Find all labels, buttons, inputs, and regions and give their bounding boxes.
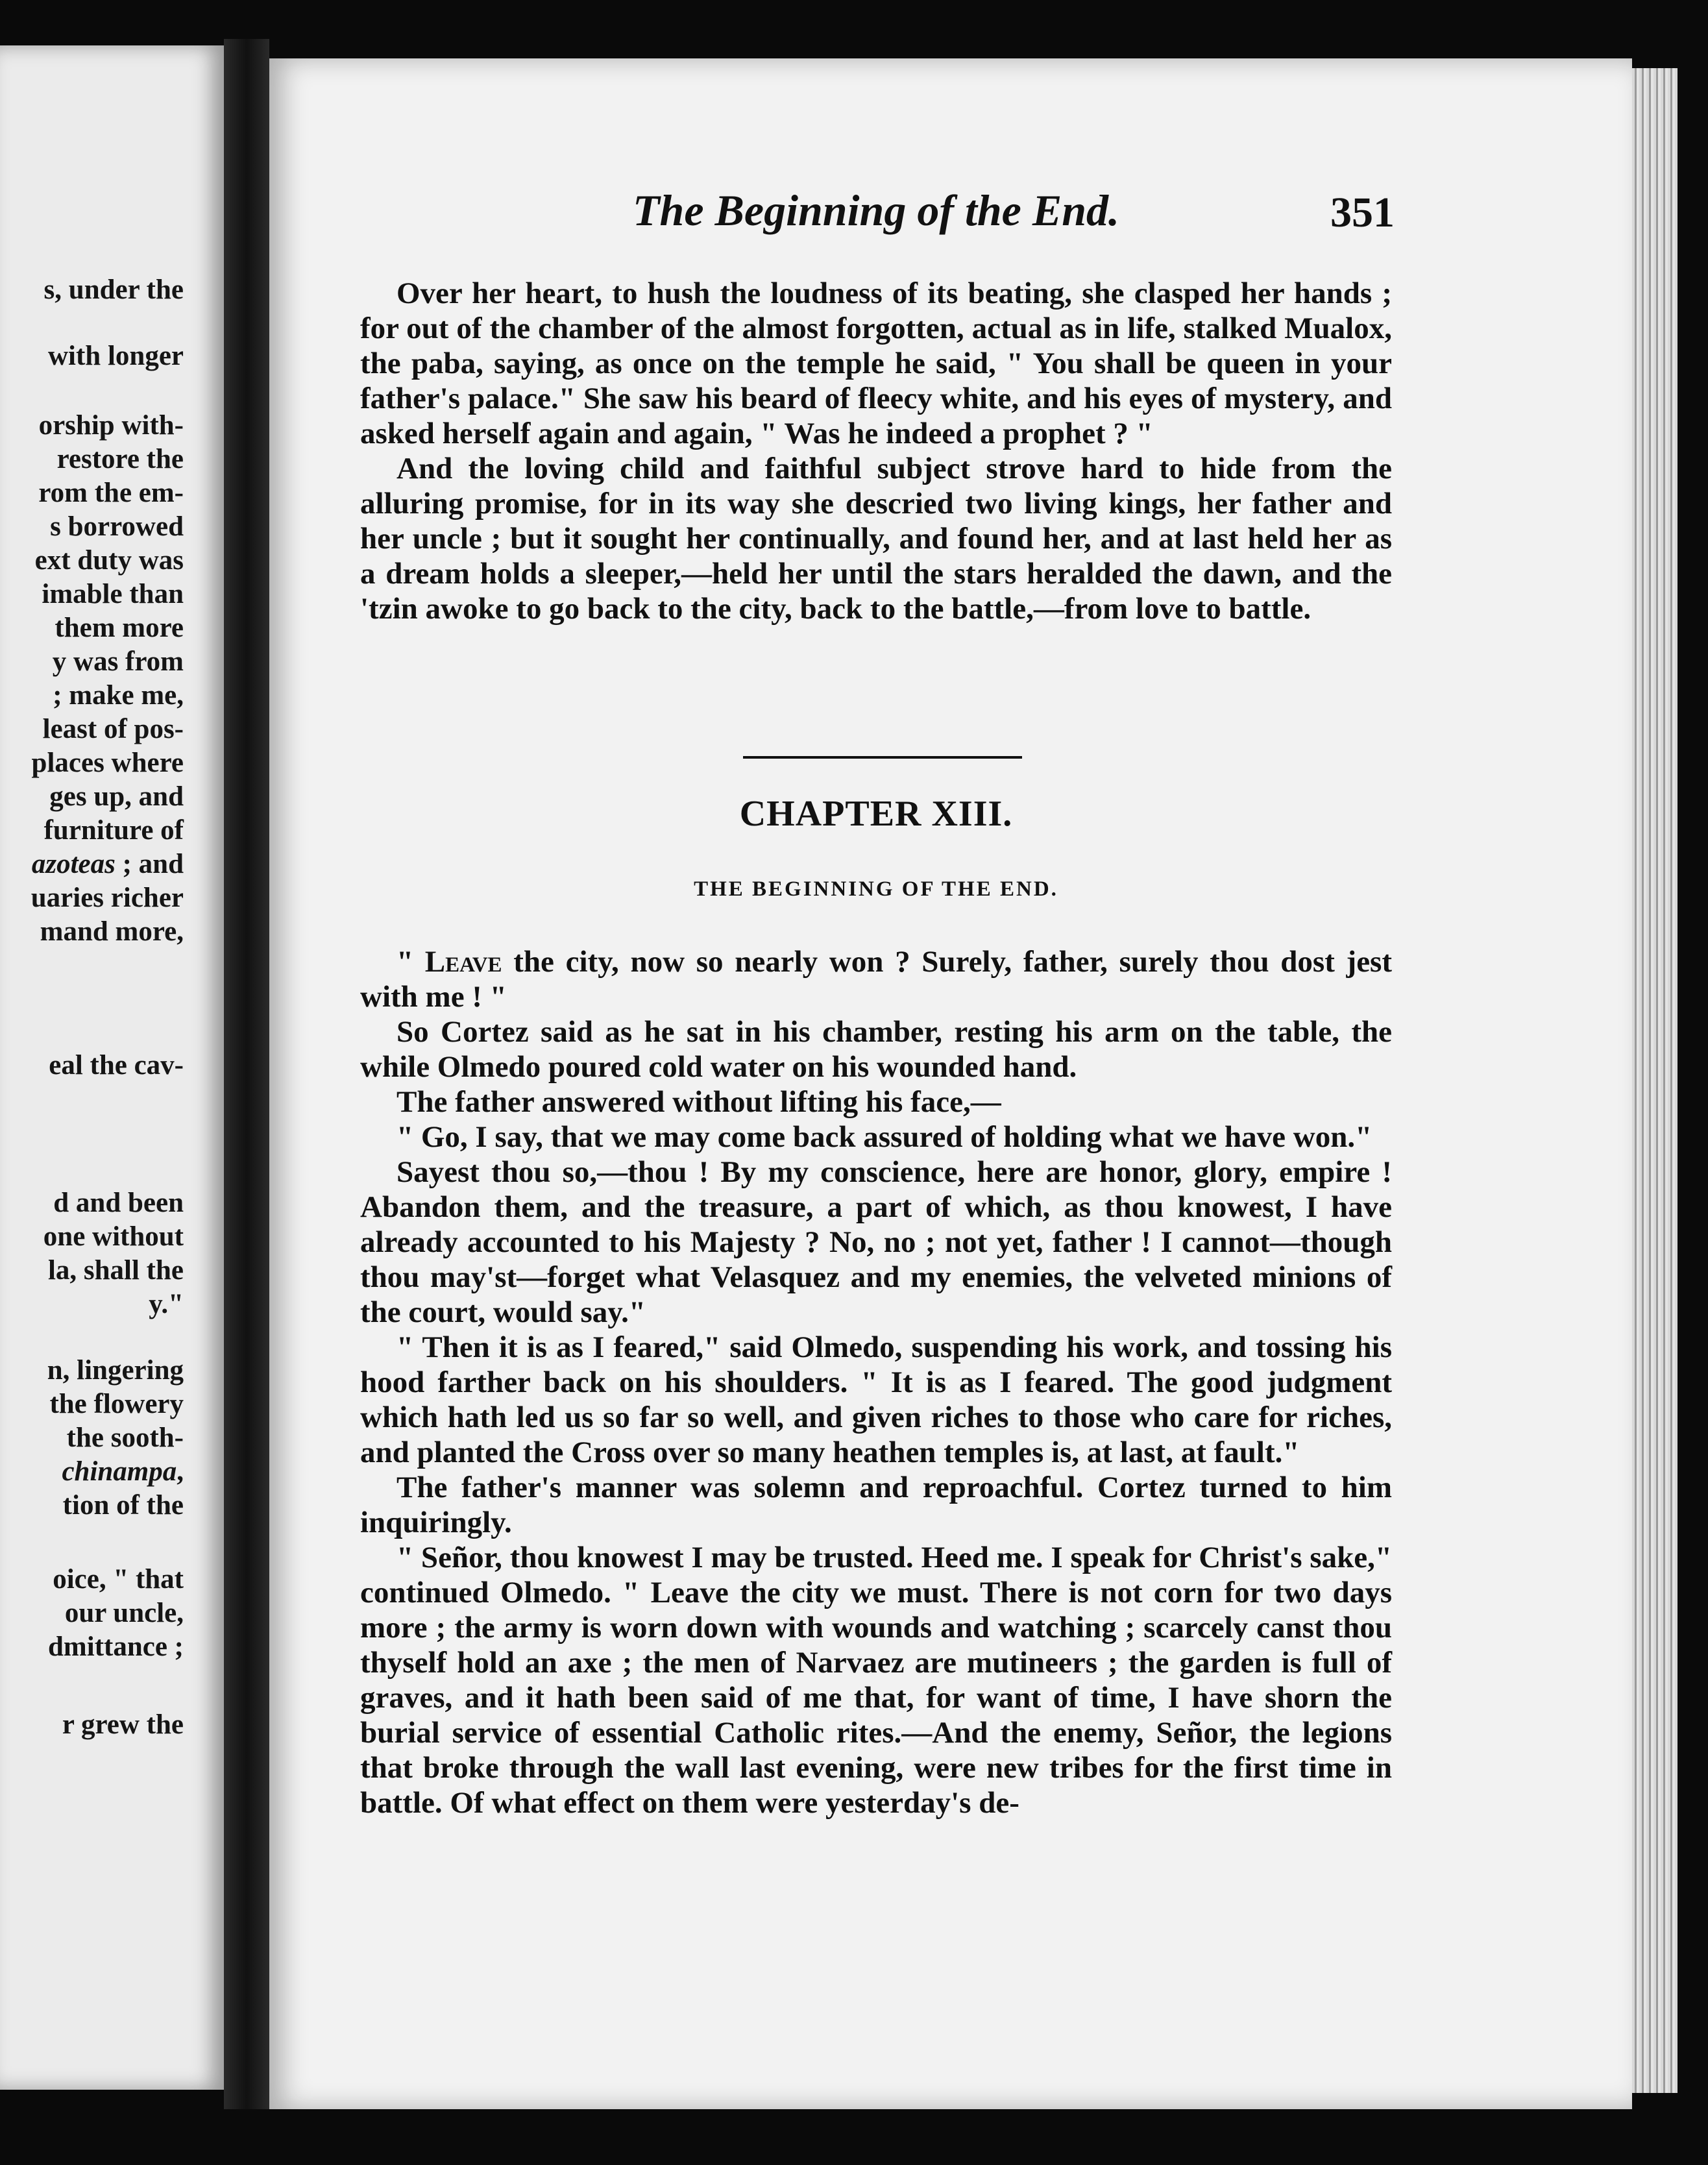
facing-page-line: la, shall the <box>47 1255 184 1286</box>
facing-page-line: y." <box>149 1289 184 1319</box>
facing-page-line: uaries richer <box>30 883 184 913</box>
facing-page-line: ext duty was <box>34 545 184 576</box>
paragraph: " Señor, thou knowest I may be trusted. Heed me. I speak for Christ's sake," continued Olmedo. " Leave the city we must. There is not corn for two days more ; the army is worn down with wounds and watching ; scarcely canst thou thyself hold an axe ; the men of Narvaez are mutineers ; the garden is full of graves, and it hath been said of me that, for want of time, I have shorn the burial service of essential Catholic rites.—And the enemy, Señor, the legions that broke through the wall last evening, were new tribes for the first time in battle. Of what effect on them were yesterday's de- <box>360 1541 1392 1820</box>
facing-page-line: s, under the <box>43 275 184 305</box>
chapter-subtitle: THE BEGINNING OF THE END. <box>694 877 1058 901</box>
section-divider <box>743 756 1022 759</box>
chapter-opening-word: " Leave <box>396 945 502 979</box>
facing-page-line: restore the <box>56 444 184 474</box>
paragraph: And the loving child and faithful subject strove hard to hide from the alluring promise, for in its way she descried two living kings, her father and her uncle ; but it sought her continually, and found her, and at last held her as a dream holds a sleeper,—held her until the stars heralded the dawn, and the 'tzin awoke to go back to the city, back to the battle,—from love to battle. <box>360 452 1392 626</box>
facing-page-line: ges up, and <box>49 781 184 812</box>
facing-page-line: imable than <box>42 579 184 609</box>
facing-page-line: the flowery <box>49 1389 184 1419</box>
facing-page-line: d and been <box>53 1188 184 1218</box>
facing-page-line: orship with- <box>38 410 184 441</box>
facing-page-line: n, lingering <box>47 1355 184 1386</box>
paragraph-text: the city, now so nearly won ? Surely, father, surely thou dost jest with me ! " <box>360 945 1392 1014</box>
facing-page-line: eal the cav- <box>49 1050 184 1081</box>
facing-page-line: them more <box>55 613 184 643</box>
paragraph: The father's manner was solemn and reproachful. Cortez turned to him inquiringly. <box>360 1471 1392 1539</box>
facing-page-line: furniture of <box>43 815 184 846</box>
facing-page-line: oice, " that <box>53 1564 184 1595</box>
facing-page-line: with longer <box>47 341 184 371</box>
paragraph: The father answered without lifting his face,— <box>396 1085 1001 1119</box>
facing-page-line: places where <box>31 748 184 778</box>
paragraph: Over her heart, to hush the loudness of its beating, she clasped her hands ; for out of the chamber of the almost forgotten, actual as in life, stalked Mualox, the paba, saying, as once on the temple he said, " You shall be queen in your father's palace." She saw his beard of fleecy white, and his eyes of mystery, and asked herself again and again, " Was he indeed a prophet ? " <box>360 276 1392 450</box>
paragraph: So Cortez said as he sat in his chamber, resting his arm on the table, the while Olmedo poured cold water on his wounded hand. <box>360 1015 1392 1084</box>
chapter-heading: CHAPTER XIII. <box>739 794 1013 834</box>
facing-page-line: azoteas ; and <box>31 849 184 879</box>
facing-page-line: mand more, <box>40 916 184 947</box>
paragraph <box>360 944 1392 1014</box>
facing-page-line: chinampa, <box>62 1456 184 1487</box>
page-edge <box>1632 68 1678 2093</box>
paragraph: " Go, I say, that we may come back assured of holding what we have won." <box>396 1120 1372 1154</box>
facing-page-line: ; make me, <box>53 680 184 711</box>
book-gutter <box>224 39 269 2109</box>
facing-page <box>0 45 228 2090</box>
upper-text-block <box>360 276 1392 626</box>
facing-page-line: our uncle, <box>64 1598 184 1628</box>
facing-page-line: tion of the <box>62 1490 184 1521</box>
running-head: The Beginning of the End. <box>633 186 1120 235</box>
facing-page-line: one without <box>43 1221 184 1252</box>
facing-page-line: rom the em- <box>38 478 184 508</box>
facing-page-line: the sooth- <box>66 1423 184 1453</box>
facing-page-line: y was from <box>52 646 184 677</box>
chapter-text-block <box>360 944 1392 1820</box>
facing-page-line: least of pos- <box>42 714 184 744</box>
facing-page-line: dmittance ; <box>48 1632 184 1662</box>
paragraph: " Then it is as I feared," said Olmedo, suspending his work, and tossing his hood farther back on his shoulders. " It is as I feared. The good judgment which hath led us so far so well, and given riches to those who care for riches, and planted the Cross over so many heathen temples is, at last, at fault." <box>360 1330 1392 1469</box>
page-number: 351 <box>1330 189 1395 236</box>
paragraph: Sayest thou so,—thou ! By my conscience, here are honor, glory, empire ! Abandon them, and the treasure, a part of which, as thou knowest, I have already accounted to his Majesty ? No, no ; not yet, father ! I cannot—though thou may'st—forget what Velasquez and my enemies, the velveted minions of the court, would say." <box>360 1155 1392 1329</box>
facing-page-line: r grew the <box>62 1709 184 1740</box>
facing-page-line: s borrowed <box>50 511 184 542</box>
